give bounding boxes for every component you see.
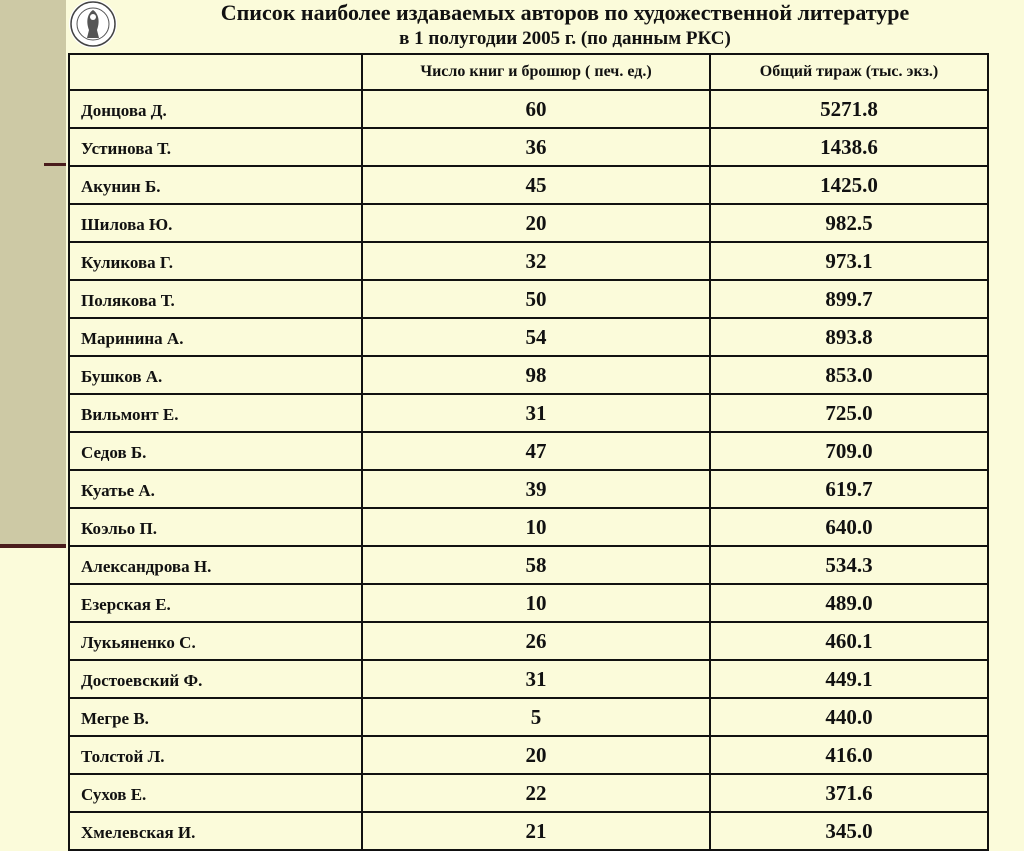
books-cell: 10 xyxy=(362,508,710,546)
table-row xyxy=(69,812,988,850)
author-cell: Полякова Т. xyxy=(69,280,362,318)
table-row xyxy=(69,204,988,242)
circulation-cell: 725.0 xyxy=(710,394,988,432)
circulation-cell: 982.5 xyxy=(710,204,988,242)
author-cell: Бушков А. xyxy=(69,356,362,394)
books-cell: 31 xyxy=(362,394,710,432)
table-row xyxy=(69,698,988,736)
table-row xyxy=(69,318,988,356)
author-cell: Седов Б. xyxy=(69,432,362,470)
accent-rule-lower xyxy=(0,544,66,548)
books-cell: 32 xyxy=(362,242,710,280)
author-cell: Достоевский Ф. xyxy=(69,660,362,698)
books-cell: 58 xyxy=(362,546,710,584)
table-row xyxy=(69,660,988,698)
circulation-cell: 853.0 xyxy=(710,356,988,394)
books-cell: 31 xyxy=(362,660,710,698)
circulation-cell: 619.7 xyxy=(710,470,988,508)
books-cell: 20 xyxy=(362,736,710,774)
circulation-cell: 440.0 xyxy=(710,698,988,736)
author-cell: Устинова Т. xyxy=(69,128,362,166)
table-row xyxy=(69,280,988,318)
circulation-cell: 899.7 xyxy=(710,280,988,318)
circulation-cell: 893.8 xyxy=(710,318,988,356)
author-cell: Мегре В. xyxy=(69,698,362,736)
author-cell: Шилова Ю. xyxy=(69,204,362,242)
books-cell: 50 xyxy=(362,280,710,318)
circulation-cell: 371.6 xyxy=(710,774,988,812)
circulation-cell: 416.0 xyxy=(710,736,988,774)
author-cell: Акунин Б. xyxy=(69,166,362,204)
accent-rule-upper xyxy=(44,163,66,166)
books-cell: 98 xyxy=(362,356,710,394)
author-cell: Куликова Г. xyxy=(69,242,362,280)
table-row xyxy=(69,622,988,660)
table-row xyxy=(69,394,988,432)
author-cell: Толстой Л. xyxy=(69,736,362,774)
author-cell: Коэльо П. xyxy=(69,508,362,546)
column-header-circulation: Общий тираж (тыс. экз.) xyxy=(710,54,988,90)
circulation-cell: 1438.6 xyxy=(710,128,988,166)
page-subtitle: в 1 полугодии 2005 г. (по данным РКС) xyxy=(399,28,731,49)
author-cell: Вильмонт Е. xyxy=(69,394,362,432)
table-header-row xyxy=(69,54,988,90)
circulation-cell: 5271.8 xyxy=(710,90,988,128)
author-cell: Лукьяненко С. xyxy=(69,622,362,660)
authors-table xyxy=(68,53,989,851)
table-row xyxy=(69,432,988,470)
table-row xyxy=(69,736,988,774)
author-cell: Куатье А. xyxy=(69,470,362,508)
author-cell: Донцова Д. xyxy=(69,90,362,128)
library-emblem-logo-icon xyxy=(69,0,117,48)
books-cell: 26 xyxy=(362,622,710,660)
side-panel xyxy=(0,0,66,545)
circulation-cell: 709.0 xyxy=(710,432,988,470)
author-cell: Езерская Е. xyxy=(69,584,362,622)
books-cell: 22 xyxy=(362,774,710,812)
books-cell: 10 xyxy=(362,584,710,622)
books-cell: 36 xyxy=(362,128,710,166)
author-cell: Маринина А. xyxy=(69,318,362,356)
table-row xyxy=(69,584,988,622)
circulation-cell: 460.1 xyxy=(710,622,988,660)
table-row xyxy=(69,470,988,508)
books-cell: 60 xyxy=(362,90,710,128)
table-row xyxy=(69,774,988,812)
books-cell: 20 xyxy=(362,204,710,242)
table-row xyxy=(69,546,988,584)
books-cell: 5 xyxy=(362,698,710,736)
author-cell: Хмелевская И. xyxy=(69,812,362,850)
circulation-cell: 489.0 xyxy=(710,584,988,622)
table-row xyxy=(69,128,988,166)
books-cell: 54 xyxy=(362,318,710,356)
author-cell: Александрова Н. xyxy=(69,546,362,584)
books-cell: 21 xyxy=(362,812,710,850)
circulation-cell: 534.3 xyxy=(710,546,988,584)
books-cell: 45 xyxy=(362,166,710,204)
table-row xyxy=(69,166,988,204)
table-row xyxy=(69,90,988,128)
author-cell: Сухов Е. xyxy=(69,774,362,812)
page-title: Список наиболее издаваемых авторов по художественной литературе xyxy=(220,0,910,25)
column-header-author xyxy=(69,54,362,90)
column-header-books: Число книг и брошюр ( печ. ед.) xyxy=(362,54,710,90)
table-row xyxy=(69,356,988,394)
circulation-cell: 1425.0 xyxy=(710,166,988,204)
table-row xyxy=(69,242,988,280)
circulation-cell: 345.0 xyxy=(710,812,988,850)
circulation-cell: 973.1 xyxy=(710,242,988,280)
books-cell: 47 xyxy=(362,432,710,470)
books-cell: 39 xyxy=(362,470,710,508)
table-row xyxy=(69,508,988,546)
circulation-cell: 449.1 xyxy=(710,660,988,698)
circulation-cell: 640.0 xyxy=(710,508,988,546)
